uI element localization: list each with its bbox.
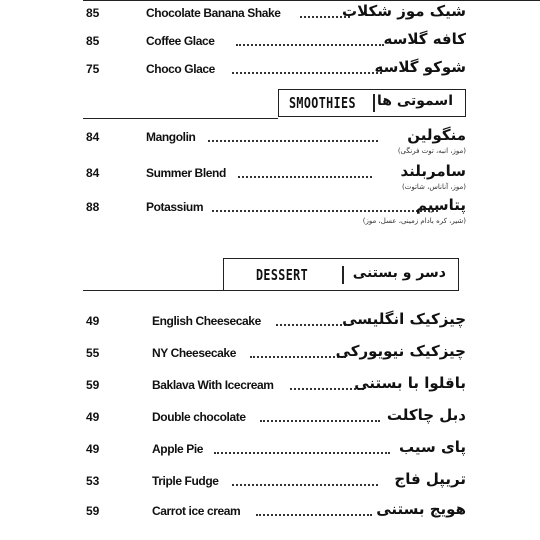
menu-item-row: [0, 4, 540, 26]
menu-item-row: [0, 376, 540, 398]
menu-item-row: [0, 198, 540, 228]
item-name-en: Summer Blend: [146, 166, 226, 180]
item-name-fa: چیزکیک نیویورکی: [335, 342, 466, 360]
item-name-en: English Cheesecake: [152, 314, 261, 328]
item-name-en: Carrot ice cream: [152, 504, 241, 518]
dot-leader: [250, 356, 346, 358]
dessert-section-header: [223, 258, 459, 291]
item-price: 84: [86, 130, 100, 144]
item-name-en: Triple Fudge: [152, 474, 219, 488]
dot-leader: [214, 452, 390, 454]
item-price: 59: [86, 378, 100, 392]
menu-item-row: [0, 32, 540, 54]
item-name-fa: تریپل فاج: [394, 470, 466, 488]
section-title-en: SMOOTHIES: [289, 94, 356, 112]
item-price: 75: [86, 62, 100, 76]
menu-item-row: [0, 344, 540, 366]
item-price: 84: [86, 166, 100, 180]
smoothies-section-header: [278, 89, 466, 117]
item-price: 55: [86, 346, 100, 360]
item-name-fa: باقلوا با بستنی: [354, 374, 466, 392]
dot-leader: [238, 176, 372, 178]
menu-item-row: [0, 502, 540, 524]
item-price: 85: [86, 6, 100, 20]
item-name-fa: سامربلند: [400, 162, 466, 180]
item-price: 49: [86, 314, 100, 328]
item-name-fa: پای سیب: [399, 438, 466, 456]
dot-leader: [212, 210, 438, 212]
item-name-fa: شیک موز شکلات: [342, 2, 466, 20]
item-price: 59: [86, 504, 100, 518]
item-name-en: Choco Glace: [146, 62, 215, 76]
dot-leader: [236, 44, 384, 46]
item-name-fa: دبل چاکلت: [386, 406, 466, 424]
item-name-en: Apple Pie: [152, 442, 204, 456]
item-name-fa: چیزکیک انگلیسی: [342, 310, 466, 328]
menu-item-row: [0, 312, 540, 334]
item-name-fa: کافه گلاسه: [383, 30, 466, 48]
item-name-fa: شوکو گلاسه: [374, 58, 466, 76]
item-ingredients: (موز، آناناس، شاتوت): [402, 183, 466, 191]
dot-leader: [232, 484, 378, 486]
section-title-fa: دسر و بستنی: [352, 265, 446, 281]
menu-item-row: [0, 472, 540, 494]
item-price: 49: [86, 442, 100, 456]
section-rule-left: [83, 290, 223, 291]
top-border-line: [83, 0, 540, 1]
dot-leader: [260, 420, 380, 422]
item-ingredients: (موز، انبه، توت فرنگی): [397, 147, 466, 155]
item-name-en: Double chocolate: [152, 410, 246, 424]
item-ingredients: (شیر، کره بادام زمینی، عسل، موز): [362, 217, 466, 225]
item-price: 49: [86, 410, 100, 424]
section-title-en: DESSERT: [256, 266, 309, 284]
item-price: 53: [86, 474, 100, 488]
menu-item-row: [0, 408, 540, 430]
section-title-fa: اسموتی ها: [377, 93, 453, 109]
item-name-fa: منگولین: [407, 126, 466, 144]
header-separator: [342, 266, 344, 284]
dot-leader: [208, 140, 378, 142]
menu-item-row: [0, 164, 540, 194]
menu-item-row: [0, 60, 540, 82]
dot-leader: [290, 388, 364, 390]
menu-item-row: [0, 128, 540, 158]
item-name-fa: پتاسیم: [415, 196, 466, 214]
section-rule-left: [83, 118, 278, 119]
item-name-en: Coffee Glace: [146, 34, 215, 48]
item-name-en: Mangolin: [146, 130, 196, 144]
item-name-en: Potassium: [146, 200, 204, 214]
menu-item-row: [0, 440, 540, 462]
item-name-fa: هویج بستنی: [376, 500, 466, 518]
item-name-en: Baklava With Icecream: [152, 378, 274, 392]
header-separator: [373, 94, 375, 112]
item-price: 88: [86, 200, 100, 214]
item-name-en: NY Cheesecake: [152, 346, 236, 360]
dot-leader: [276, 324, 350, 326]
dot-leader: [232, 72, 382, 74]
dot-leader: [256, 514, 372, 516]
item-name-en: Chocolate Banana Shake: [146, 6, 281, 20]
item-price: 85: [86, 34, 100, 48]
